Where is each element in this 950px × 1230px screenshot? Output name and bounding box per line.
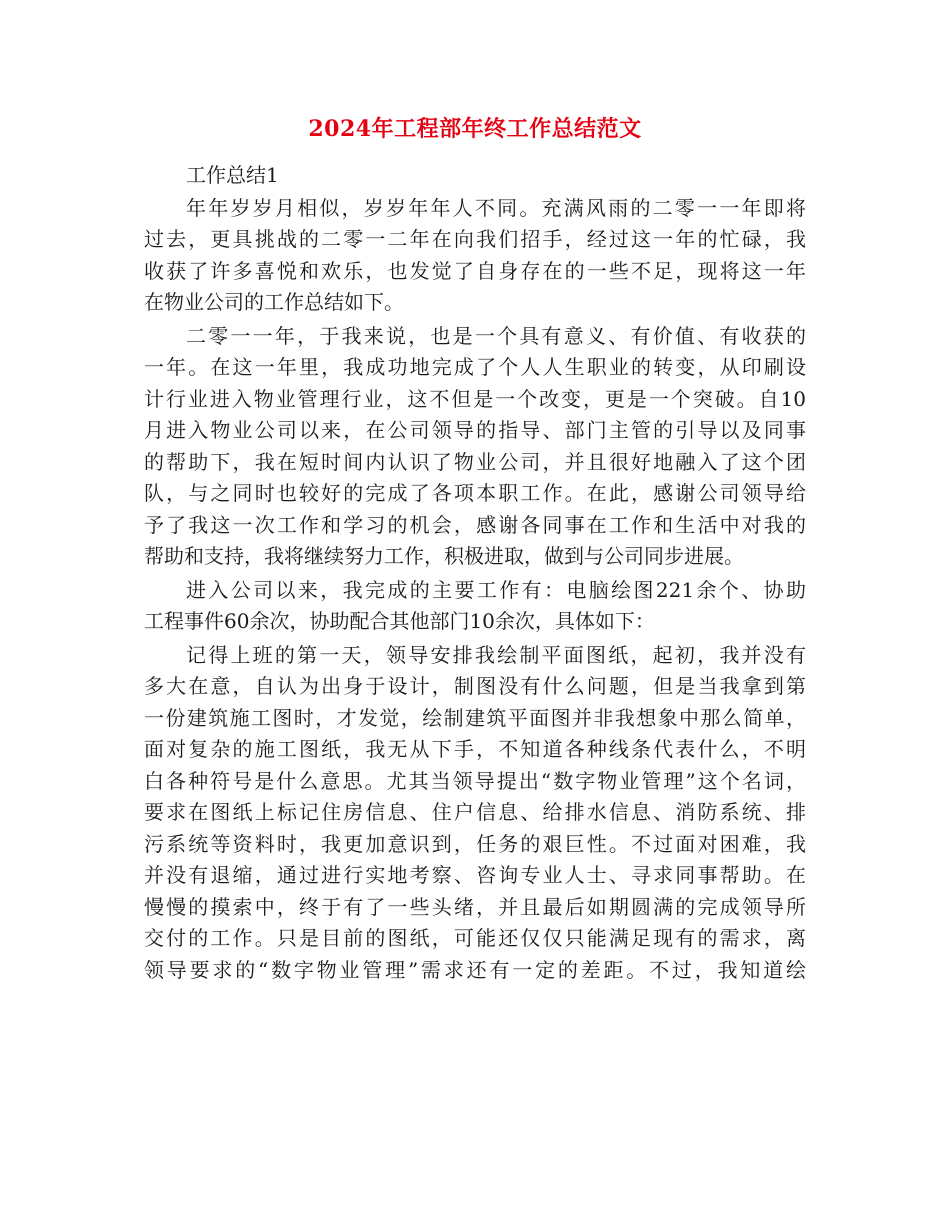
paragraph-line: 领导要求的“数字物业管理”需求还有一定的差距。不过，我知道绘 <box>144 957 806 982</box>
paragraph-line: 要求在图纸上标记住房信息、住户信息、给排水信息、消防系统、排 <box>144 800 806 824</box>
paragraph <box>144 640 806 987</box>
paragraph-line: 计行业进入物业管理行业，这不但是一个改变，更是一个突破。自10 <box>144 386 806 411</box>
paragraph-line: 工程事件60余次，协助配合其他部门10余次，具体如下： <box>144 609 655 633</box>
paragraph-line: 的帮助下，我在短时间内认识了物业公司，并且很好地融入了这个团 <box>144 449 806 474</box>
paragraph <box>144 193 806 319</box>
paragraph-line: 污系统等资料时，我更加意识到，任务的艰巨性。不过面对困难，我 <box>144 831 806 856</box>
paragraph-line: 面对复杂的施工图纸，我无从下手，不知道各种线条代表什么，不明 <box>144 737 806 761</box>
paragraph-line: 进入公司以来，我完成的主要工作有：电脑绘图221余个、协助 <box>186 577 806 602</box>
paragraph-line: 过去，更具挑战的二零一二年在向我们招手，经过这一年的忙碌，我 <box>144 227 806 251</box>
section-heading: 工作总结1 <box>186 163 279 187</box>
paragraph-line: 慢慢的摸索中，终于有了一些头绪，并且最后如期圆满的完成领导所 <box>144 894 806 919</box>
paragraph-line: 队，与之同时也较好的完成了各项本职工作。在此，感谢公司领导给 <box>144 481 806 505</box>
paragraph-line: 予了我这一次工作和学习的机会，感谢各同事在工作和生活中对我的 <box>144 512 806 537</box>
paragraph-container <box>144 193 806 987</box>
paragraph-line: 帮助和支持，我将继续努力工作，积极进取，做到与公司同步进展。 <box>144 544 744 568</box>
paragraph-line: 白各种符号是什么意思。尤其当领导提出“数字物业管理”这个名词， <box>144 768 806 793</box>
paragraph-line: 交付的工作。只是目前的图纸，可能还仅仅只能满足现有的需求，离 <box>144 926 806 950</box>
paragraph <box>144 321 806 573</box>
paragraph-line: 一份建筑施工图时，才发觉，绘制建筑平面图并非我想象中那么简单， <box>144 705 806 730</box>
paragraph <box>144 575 806 638</box>
paragraph-line: 并没有退缩，通过进行实地考察、咨询专业人士、寻求同事帮助。在 <box>144 863 806 887</box>
paragraph-line: 多大在意，自认为出身于设计，制图没有什么问题，但是当我拿到第 <box>144 674 806 698</box>
paragraph-line: 在物业公司的工作总结如下。 <box>144 290 404 314</box>
paragraph-line: 二零一一年，于我来说，也是一个具有意义、有价值、有收获的 <box>186 323 806 348</box>
document-body <box>144 160 806 988</box>
paragraph-line: 收获了许多喜悦和欢乐，也发觉了自身存在的一些不足，现将这一年 <box>144 258 806 283</box>
paragraph-line: 年年岁岁月相似，岁岁年年人不同。充满风雨的二零一一年即将 <box>186 195 806 220</box>
document-title: 2024年工程部年终工作总结范文 <box>308 116 642 142</box>
paragraph-line: 一年。在这一年里，我成功地完成了个人人生职业的转变，从印刷设 <box>144 355 806 379</box>
paragraph-line: 记得上班的第一天，领导安排我绘制平面图纸，起初，我并没有 <box>186 642 806 667</box>
paragraph-line: 月进入物业公司以来，在公司领导的指导、部门主管的引导以及同事 <box>144 418 806 442</box>
